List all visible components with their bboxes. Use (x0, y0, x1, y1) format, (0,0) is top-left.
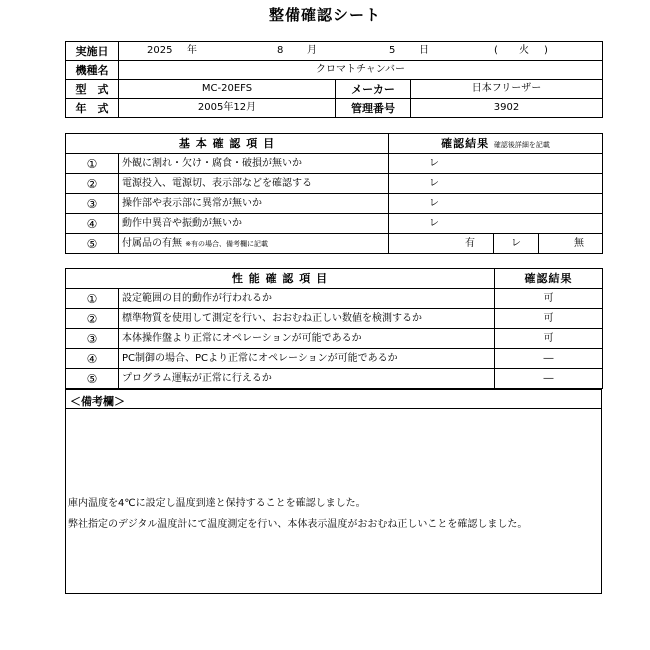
weekday-close: ) (544, 45, 548, 56)
item-text: PC制御の場合、PCより正常にオペレーションが可能であるか (119, 349, 495, 369)
item-result: 可 (495, 309, 603, 329)
item-number: ③ (66, 194, 119, 214)
mgmt-value: 3902 (411, 99, 603, 118)
model-type-label: 機種名 (66, 61, 119, 80)
sheet-title: 整備確認シート (268, 6, 381, 24)
item-text: 電源投入、電源切、表示部などを確認する (119, 174, 389, 194)
equipment-info-table (65, 41, 603, 118)
accessory-no: 無 (539, 234, 603, 254)
maker-label: メーカー (336, 80, 411, 99)
remarks-box (65, 389, 602, 594)
basic-result-note: 確認後詳細を記載 (493, 141, 550, 149)
item-text: 外観に割れ・欠け・腐食・破損が無いか (119, 154, 389, 174)
item-text (119, 234, 389, 254)
item-number: ① (66, 289, 119, 309)
basic-result-header (389, 134, 603, 154)
model-type-value: クロマトチャンバー (119, 61, 603, 80)
accessory-mark: レ (494, 234, 539, 254)
model-value: MC-20EFS (119, 80, 336, 99)
basic-check-table (65, 133, 603, 254)
table-row (66, 309, 603, 329)
date-day: 5 (389, 45, 396, 56)
item-number: ② (66, 309, 119, 329)
mgmt-label: 管理番号 (336, 99, 411, 118)
performance-header-row (66, 269, 603, 289)
weekday-open: ( (494, 45, 498, 56)
item-text: 動作中異音や振動が無いか (119, 214, 389, 234)
weekday: 火 (519, 45, 529, 56)
table-row (66, 329, 603, 349)
year-made-value: 2005年12月 (119, 99, 336, 118)
item-result: レ (389, 194, 603, 214)
table-row (66, 214, 603, 234)
remarks-title: ＜備考欄＞ (65, 389, 602, 409)
item-number: ① (66, 154, 119, 174)
performance-header: 性 能 確 認 項 目 (66, 269, 495, 289)
performance-check-table (65, 268, 603, 389)
model-type-row (66, 61, 603, 80)
table-row (66, 174, 603, 194)
item-result: ― (495, 349, 603, 369)
item-number: ④ (66, 349, 119, 369)
year-made-row (66, 99, 603, 118)
date-row (66, 42, 603, 61)
table-row (66, 234, 603, 254)
item-number: ④ (66, 214, 119, 234)
basic-result-header-label: 確認結果 (441, 137, 490, 150)
year-made-label: 年 式 (66, 99, 119, 118)
date-year: 2025 (147, 45, 173, 56)
remarks-line-2: 弊社指定のデジタル温度計にて温度測定を行い、本体表示温度がおおむね正しいことを確認しました。 (68, 519, 528, 530)
item-number: ② (66, 174, 119, 194)
item-number: ⑤ (66, 234, 119, 254)
date-label: 実施日 (66, 42, 119, 61)
date-month-unit: 月 (307, 45, 317, 56)
item-result: レ (389, 214, 603, 234)
basic-header: 基 本 確 認 項 目 (66, 134, 389, 154)
table-row (66, 289, 603, 309)
remarks-line-1: 庫内温度を4℃に設定し温度到達と保持することを確認しました。 (68, 498, 366, 509)
item-text: 設定範囲の目的動作が行われるか (119, 289, 495, 309)
item-result: レ (389, 174, 603, 194)
accessory-note: ※有の場合、備考欄に記載 (185, 239, 269, 248)
table-row (66, 369, 603, 389)
item-result: 可 (495, 289, 603, 309)
date-value (119, 42, 603, 61)
date-year-unit: 年 (187, 45, 197, 56)
maker-value: 日本フリーザー (411, 80, 603, 99)
table-row (66, 194, 603, 214)
model-label: 型 式 (66, 80, 119, 99)
date-month: 8 (277, 45, 284, 56)
table-row (66, 154, 603, 174)
item-text: 標準物質を使用して測定を行い、おおむね正しい数値を検測するか (119, 309, 495, 329)
table-row (66, 349, 603, 369)
accessory-yes: 有 (389, 234, 494, 254)
item-result: 可 (495, 329, 603, 349)
item-text: プログラム運転が正常に行えるか (119, 369, 495, 389)
date-day-unit: 日 (419, 45, 429, 56)
item-result: ― (495, 369, 603, 389)
item-number: ⑤ (66, 369, 119, 389)
accessory-text: 付属品の有無 (122, 237, 182, 249)
basic-header-row (66, 134, 603, 154)
performance-result-header: 確認結果 (495, 269, 603, 289)
item-number: ③ (66, 329, 119, 349)
model-row (66, 80, 603, 99)
item-text: 本体操作盤より正常にオペレーションが可能であるか (119, 329, 495, 349)
item-text: 操作部や表示部に異常が無いか (119, 194, 389, 214)
item-result: レ (389, 154, 603, 174)
